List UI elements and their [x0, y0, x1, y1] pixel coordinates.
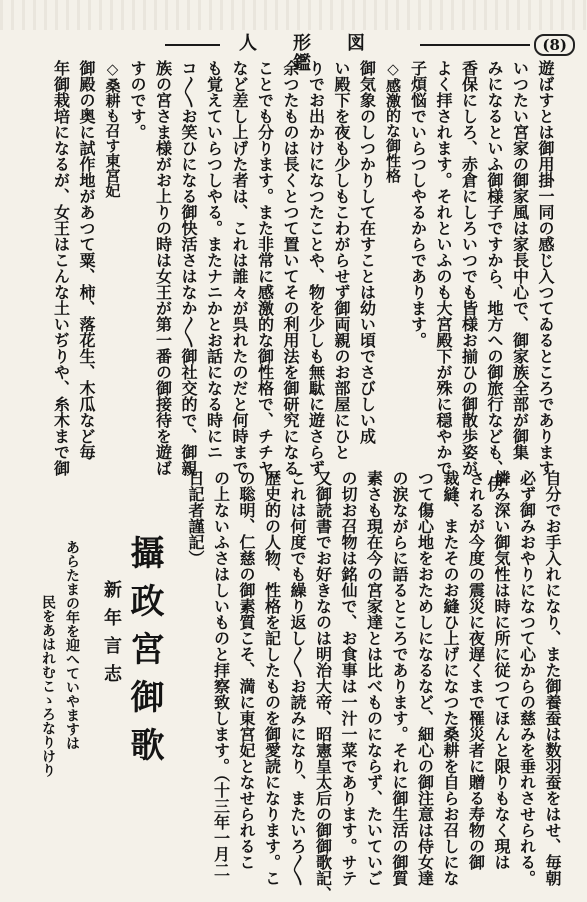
lower-text-column: の聡明、仁慈の御素質こそ、満に東宮妃となせられるこ — [237, 470, 256, 870]
upper-text-column: 御気象のしつかりして在すことは幼い頃でさびしい成 — [357, 60, 377, 444]
lower-article-block — [175, 470, 565, 902]
poem-line-2: 民をあはれむこゝろなりけり — [40, 595, 56, 777]
lower-text-column: の切お召物は銘仙で、お食事は一汁一菜であります。サテ — [339, 470, 358, 886]
lower-text-column: つて傷心地をおためしになるなど、細心の御注意は侍女達 — [415, 470, 435, 886]
upper-text-column: 遊ばすとは御用掛一同の感じ入つてゐるところであります — [536, 60, 555, 476]
upper-article-block — [38, 60, 558, 492]
lower-text-column: の涙ながらに語るところであります。それに御生活の御質 — [390, 470, 409, 886]
upper-text-column: 香保にしろ、赤倉にしろいつでも皆様お揃ひの御散歩姿が — [459, 60, 479, 476]
poem-title: 攝政宮御歌 — [124, 535, 164, 775]
lower-text-column: 素さも現在今の宮家達とは比べものにならず、たいていご — [364, 470, 384, 886]
upper-text-column: みになるといふ御様子ですから、地方への御旅行なども、伊 — [485, 60, 504, 492]
upper-text-column: 御殿の奥に試作地があつて粟、柿、落花生、木瓜など毎 — [77, 60, 96, 460]
upper-text-column: も覚えていらつしやる。またナニかとお話になる時にニ — [204, 60, 224, 460]
header-rule-right — [420, 44, 530, 46]
upper-text-column: ◇感激的な御性格 — [384, 60, 402, 183]
lower-text-column: 必ず御みおやりになつて心からの慈みを垂れさせられる。 — [517, 470, 537, 886]
page-header — [0, 0, 587, 74]
page-number: (8) — [534, 34, 575, 56]
upper-text-column: 年御栽培になるが、女王はこんな土いぢりや、糸木まで御 — [51, 60, 71, 476]
upper-text-column: すのです。 — [128, 60, 147, 140]
poem-line-1: あらたまの年を迎へていやますは — [64, 540, 80, 750]
poem-subtitle: 新年言志 — [101, 580, 122, 692]
lower-text-column: 自分でお手入れになり、また御養蚕は数羽蚕をはせ、毎朝 — [543, 470, 562, 886]
upper-text-column: よく拝されます。それといふのも大宮殿下が殊に穏やかで — [434, 60, 453, 476]
header-rule-left — [165, 44, 220, 46]
lower-text-column: の上ないふさはしいものと拝察致します。（十三年一月二 — [211, 470, 231, 878]
upper-text-column: ◇桑耕も召す東宮妃 — [103, 60, 122, 198]
lower-text-column: これは何度でも繰り返し〳〵お読みになり、またいろ〳〵 — [288, 470, 307, 886]
lower-text-column: されるが今度の震災に夜遅くまで罹災者に贈る寿物の御 — [466, 470, 486, 870]
lower-text-column: 歴史的の人物、性格を記したものを御愛読になります。こ — [262, 470, 282, 886]
upper-text-column: 族の宮さま様がお上りの時は女王が第一番の御接待を遊ば — [153, 60, 173, 476]
upper-text-column: ことでも分ります。また非常に感激的な御性格で、チチヤ — [255, 60, 275, 476]
upper-text-column: 子煩悩でいらつしやるからであります。 — [408, 60, 428, 348]
upper-text-column: いつたい宮家の御家風は家長中心で、御家族全部が御集 — [510, 60, 530, 460]
upper-text-column: など差し上げた者は、これは誰々が呉れたのだと何時まで — [230, 60, 249, 476]
upper-text-column: い殿下を夜も少しもこわがらせず御両親のお部屋にひと — [332, 60, 351, 460]
lower-text-column: 日記者謹記） — [186, 470, 205, 566]
upper-text-column: りでお出かけになつたことや、物を少しも無駄に遊さらず — [306, 60, 326, 476]
lower-text-column: 憐み深い御気性は時に所に従つてほんと限りもなく現は — [492, 470, 511, 870]
lower-text-column: 裁縫、またそのお縫ひ上げになつた桑耕を自らお召しにな — [441, 470, 460, 886]
lower-text-column: 又御読書でお好きなのは明治大帝、昭憲皇太后の御御歌記、 — [313, 470, 333, 902]
upper-text-column: 余つたものは長くとつて置いてその利用法を御研究になる — [281, 60, 300, 476]
upper-text-column: コ〳〵お笑ひになる御快活さはなか〳〵御社交的で、御親 — [179, 60, 198, 476]
running-title: 人形図鑑 — [239, 33, 401, 74]
